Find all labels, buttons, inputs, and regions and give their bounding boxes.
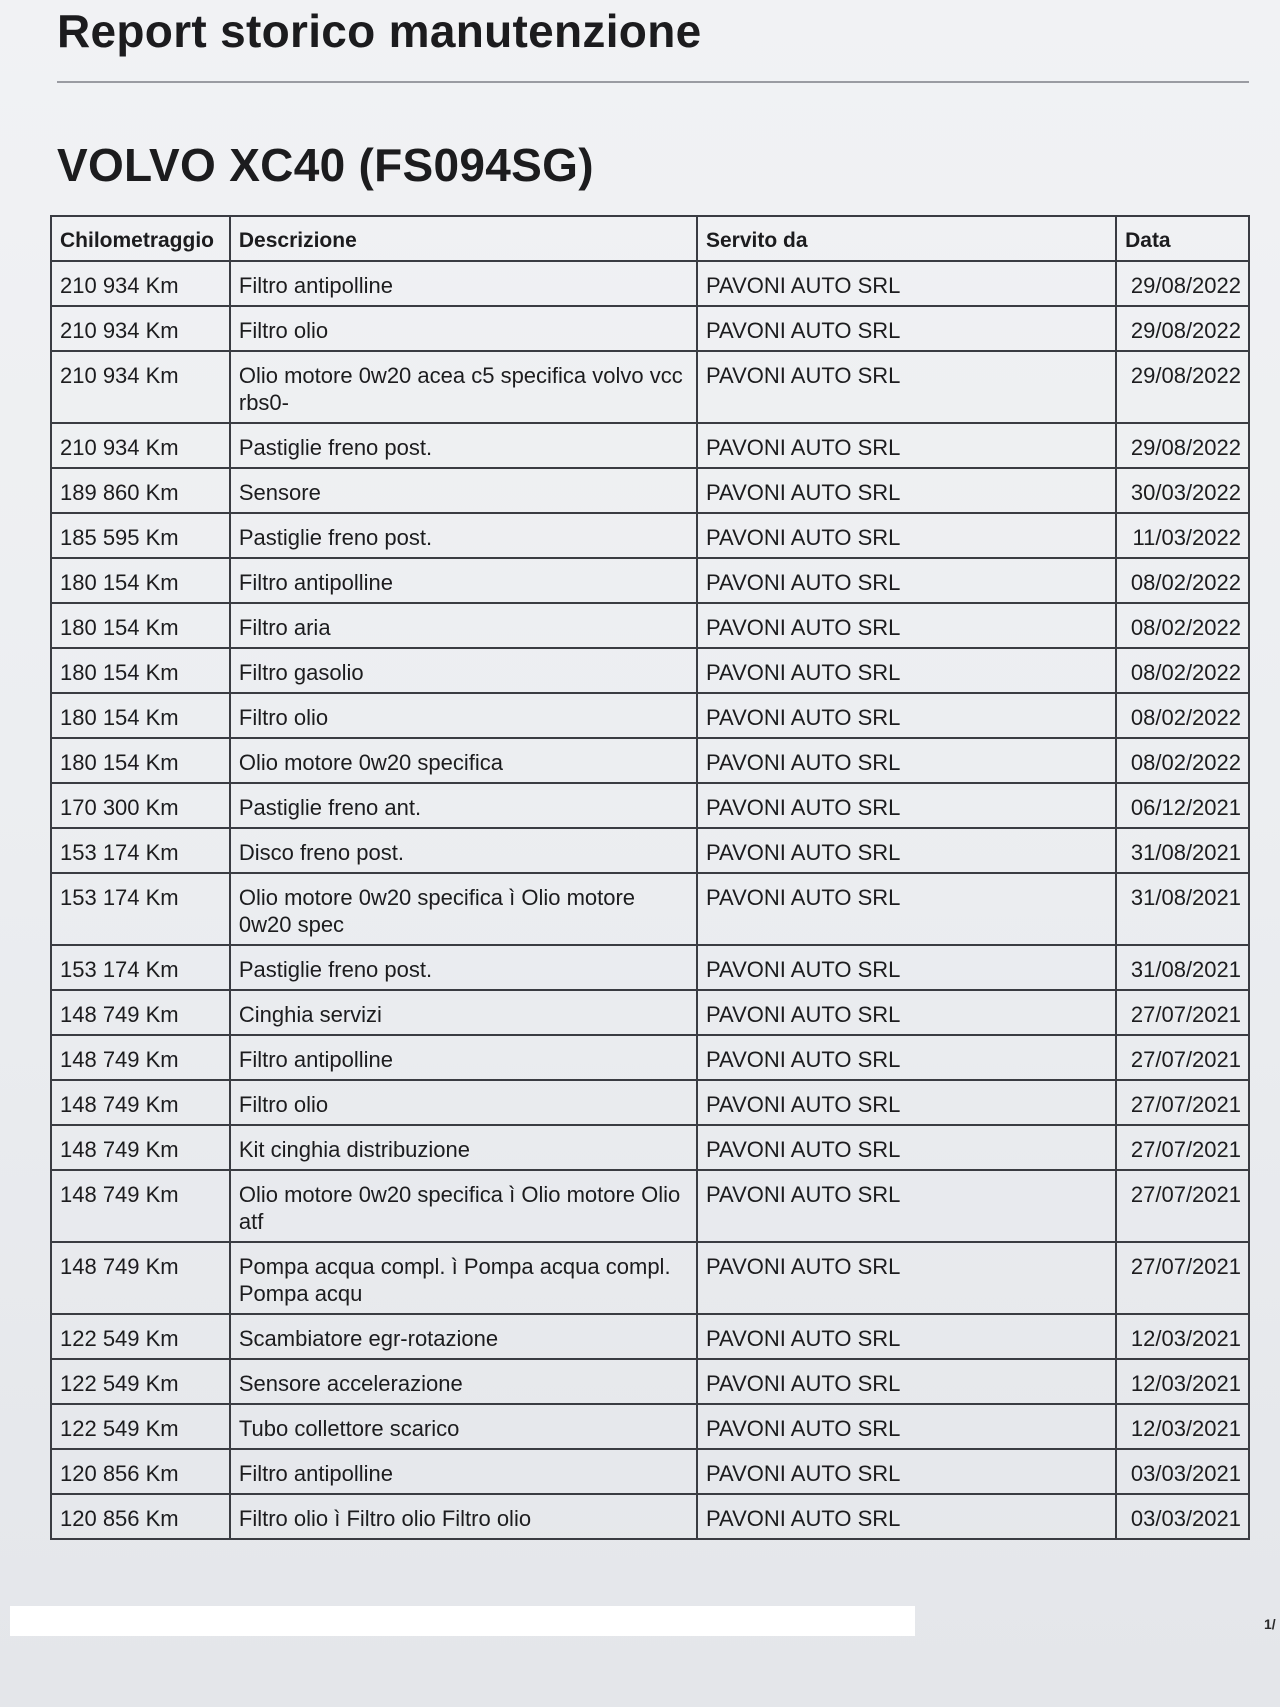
cell-served-by: PAVONI AUTO SRL bbox=[697, 783, 1116, 828]
cell-description: Filtro antipolline bbox=[230, 558, 697, 603]
cell-km: 189 860 Km bbox=[51, 468, 230, 513]
header-served-by: Servito da bbox=[697, 216, 1116, 261]
cell-km: 180 154 Km bbox=[51, 603, 230, 648]
table-row bbox=[51, 306, 1249, 351]
cell-km: 210 934 Km bbox=[51, 306, 230, 351]
cell-served-by: PAVONI AUTO SRL bbox=[697, 1170, 1116, 1242]
cell-date: 06/12/2021 bbox=[1116, 783, 1249, 828]
cell-served-by: PAVONI AUTO SRL bbox=[697, 351, 1116, 423]
cell-description: Filtro aria bbox=[230, 603, 697, 648]
vehicle-heading: VOLVO XC40 (FS094SG) bbox=[57, 139, 594, 191]
cell-description: Filtro gasolio bbox=[230, 648, 697, 693]
table-row bbox=[51, 1359, 1249, 1404]
cell-date: 27/07/2021 bbox=[1116, 990, 1249, 1035]
cell-served-by: PAVONI AUTO SRL bbox=[697, 873, 1116, 945]
cell-km: 148 749 Km bbox=[51, 1242, 230, 1314]
cell-description: Pompa acqua compl. ì Pompa acqua compl. Pompa acqu bbox=[230, 1242, 697, 1314]
cell-km: 122 549 Km bbox=[51, 1359, 230, 1404]
cell-date: 31/08/2021 bbox=[1116, 873, 1249, 945]
cell-description: Olio motore 0w20 specifica bbox=[230, 738, 697, 783]
cell-served-by: PAVONI AUTO SRL bbox=[697, 648, 1116, 693]
table-row bbox=[51, 648, 1249, 693]
cell-km: 153 174 Km bbox=[51, 873, 230, 945]
cell-served-by: PAVONI AUTO SRL bbox=[697, 1404, 1116, 1449]
cell-description: Filtro olio bbox=[230, 1080, 697, 1125]
table-row bbox=[51, 990, 1249, 1035]
table-row bbox=[51, 1449, 1249, 1494]
cell-description: Filtro olio ì Filtro olio Filtro olio bbox=[230, 1494, 697, 1539]
cell-served-by: PAVONI AUTO SRL bbox=[697, 423, 1116, 468]
table-row bbox=[51, 1035, 1249, 1080]
cell-served-by: PAVONI AUTO SRL bbox=[697, 1035, 1116, 1080]
table-row bbox=[51, 423, 1249, 468]
cell-description: Pastiglie freno post. bbox=[230, 513, 697, 558]
header-date: Data bbox=[1116, 216, 1249, 261]
cell-served-by: PAVONI AUTO SRL bbox=[697, 468, 1116, 513]
table-header bbox=[51, 216, 1249, 261]
table-row bbox=[51, 1404, 1249, 1449]
cell-km: 153 174 Km bbox=[51, 828, 230, 873]
cell-km: 148 749 Km bbox=[51, 1170, 230, 1242]
cell-served-by: PAVONI AUTO SRL bbox=[697, 1080, 1116, 1125]
cell-km: 180 154 Km bbox=[51, 738, 230, 783]
cell-date: 27/07/2021 bbox=[1116, 1170, 1249, 1242]
table-row bbox=[51, 261, 1249, 306]
header-description: Descrizione bbox=[230, 216, 697, 261]
table-row bbox=[51, 1125, 1249, 1170]
cell-km: 148 749 Km bbox=[51, 1080, 230, 1125]
cell-description: Scambiatore egr-rotazione bbox=[230, 1314, 697, 1359]
cell-description: Kit cinghia distribuzione bbox=[230, 1125, 697, 1170]
cell-date: 08/02/2022 bbox=[1116, 693, 1249, 738]
cell-date: 12/03/2021 bbox=[1116, 1404, 1249, 1449]
cell-date: 08/02/2022 bbox=[1116, 558, 1249, 603]
cell-description: Sensore accelerazione bbox=[230, 1359, 697, 1404]
cell-date: 03/03/2021 bbox=[1116, 1494, 1249, 1539]
cell-km: 180 154 Km bbox=[51, 648, 230, 693]
cell-description: Filtro olio bbox=[230, 693, 697, 738]
cell-description: Olio motore 0w20 acea c5 specifica volvo vcc rbs0- bbox=[230, 351, 697, 423]
cell-served-by: PAVONI AUTO SRL bbox=[697, 1242, 1116, 1314]
cell-date: 08/02/2022 bbox=[1116, 738, 1249, 783]
cell-description: Tubo collettore scarico bbox=[230, 1404, 697, 1449]
cell-date: 29/08/2022 bbox=[1116, 351, 1249, 423]
cell-date: 29/08/2022 bbox=[1116, 261, 1249, 306]
header-km: Chilometraggio bbox=[51, 216, 230, 261]
cell-served-by: PAVONI AUTO SRL bbox=[697, 1494, 1116, 1539]
cell-served-by: PAVONI AUTO SRL bbox=[697, 1125, 1116, 1170]
table-row bbox=[51, 603, 1249, 648]
cell-km: 180 154 Km bbox=[51, 558, 230, 603]
cell-description: Sensore bbox=[230, 468, 697, 513]
cell-served-by: PAVONI AUTO SRL bbox=[697, 1314, 1116, 1359]
cell-description: Filtro antipolline bbox=[230, 1449, 697, 1494]
cell-date: 29/08/2022 bbox=[1116, 306, 1249, 351]
cell-date: 27/07/2021 bbox=[1116, 1242, 1249, 1314]
cell-km: 210 934 Km bbox=[51, 423, 230, 468]
cell-description: Filtro olio bbox=[230, 306, 697, 351]
table-row bbox=[51, 351, 1249, 423]
cell-description: Olio motore 0w20 specifica ì Olio motore 0w20 spec bbox=[230, 873, 697, 945]
cell-km: 120 856 Km bbox=[51, 1494, 230, 1539]
cell-km: 170 300 Km bbox=[51, 783, 230, 828]
table-row bbox=[51, 468, 1249, 513]
table-row bbox=[51, 558, 1249, 603]
cell-km: 120 856 Km bbox=[51, 1449, 230, 1494]
cell-date: 31/08/2021 bbox=[1116, 828, 1249, 873]
header-row bbox=[51, 216, 1249, 261]
cell-served-by: PAVONI AUTO SRL bbox=[697, 261, 1116, 306]
cell-date: 12/03/2021 bbox=[1116, 1314, 1249, 1359]
cell-km: 122 549 Km bbox=[51, 1314, 230, 1359]
cell-km: 180 154 Km bbox=[51, 693, 230, 738]
cell-date: 27/07/2021 bbox=[1116, 1035, 1249, 1080]
report-title: Report storico manutenzione bbox=[57, 5, 702, 57]
table-row bbox=[51, 783, 1249, 828]
cell-description: Olio motore 0w20 specifica ì Olio motore Olio atf bbox=[230, 1170, 697, 1242]
table-row bbox=[51, 873, 1249, 945]
cell-date: 11/03/2022 bbox=[1116, 513, 1249, 558]
table-row bbox=[51, 513, 1249, 558]
cell-date: 03/03/2021 bbox=[1116, 1449, 1249, 1494]
cell-date: 12/03/2021 bbox=[1116, 1359, 1249, 1404]
cell-date: 27/07/2021 bbox=[1116, 1080, 1249, 1125]
cell-served-by: PAVONI AUTO SRL bbox=[697, 1449, 1116, 1494]
cell-served-by: PAVONI AUTO SRL bbox=[697, 945, 1116, 990]
cell-km: 148 749 Km bbox=[51, 1125, 230, 1170]
cell-served-by: PAVONI AUTO SRL bbox=[697, 990, 1116, 1035]
cell-date: 30/03/2022 bbox=[1116, 468, 1249, 513]
table-row bbox=[51, 1314, 1249, 1359]
maintenance-history-table bbox=[50, 215, 1250, 1540]
cell-km: 185 595 Km bbox=[51, 513, 230, 558]
cell-description: Filtro antipolline bbox=[230, 261, 697, 306]
table-row bbox=[51, 945, 1249, 990]
table-row bbox=[51, 828, 1249, 873]
cell-description: Pastiglie freno ant. bbox=[230, 783, 697, 828]
cell-description: Disco freno post. bbox=[230, 828, 697, 873]
table-row bbox=[51, 1494, 1249, 1539]
table-row bbox=[51, 1080, 1249, 1125]
cell-served-by: PAVONI AUTO SRL bbox=[697, 738, 1116, 783]
table-row bbox=[51, 693, 1249, 738]
cell-date: 27/07/2021 bbox=[1116, 1125, 1249, 1170]
cell-km: 148 749 Km bbox=[51, 990, 230, 1035]
cell-km: 210 934 Km bbox=[51, 351, 230, 423]
title-divider bbox=[57, 81, 1249, 83]
cell-served-by: PAVONI AUTO SRL bbox=[697, 828, 1116, 873]
cell-description: Filtro antipolline bbox=[230, 1035, 697, 1080]
cell-km: 153 174 Km bbox=[51, 945, 230, 990]
cell-description: Pastiglie freno post. bbox=[230, 423, 697, 468]
table-row bbox=[51, 1242, 1249, 1314]
cell-served-by: PAVONI AUTO SRL bbox=[697, 558, 1116, 603]
cell-served-by: PAVONI AUTO SRL bbox=[697, 693, 1116, 738]
cell-served-by: PAVONI AUTO SRL bbox=[697, 603, 1116, 648]
cell-description: Pastiglie freno post. bbox=[230, 945, 697, 990]
page-number: 1/ bbox=[1264, 1616, 1276, 1632]
cell-date: 29/08/2022 bbox=[1116, 423, 1249, 468]
table-row bbox=[51, 1170, 1249, 1242]
cell-served-by: PAVONI AUTO SRL bbox=[697, 513, 1116, 558]
cell-km: 148 749 Km bbox=[51, 1035, 230, 1080]
cell-km: 210 934 Km bbox=[51, 261, 230, 306]
cell-description: Cinghia servizi bbox=[230, 990, 697, 1035]
table-body bbox=[51, 261, 1249, 1539]
cell-km: 122 549 Km bbox=[51, 1404, 230, 1449]
cell-served-by: PAVONI AUTO SRL bbox=[697, 1359, 1116, 1404]
cell-date: 08/02/2022 bbox=[1116, 648, 1249, 693]
cell-date: 31/08/2021 bbox=[1116, 945, 1249, 990]
cell-date: 08/02/2022 bbox=[1116, 603, 1249, 648]
cell-served-by: PAVONI AUTO SRL bbox=[697, 306, 1116, 351]
table-row bbox=[51, 738, 1249, 783]
redacted-footer-strip bbox=[10, 1606, 915, 1636]
